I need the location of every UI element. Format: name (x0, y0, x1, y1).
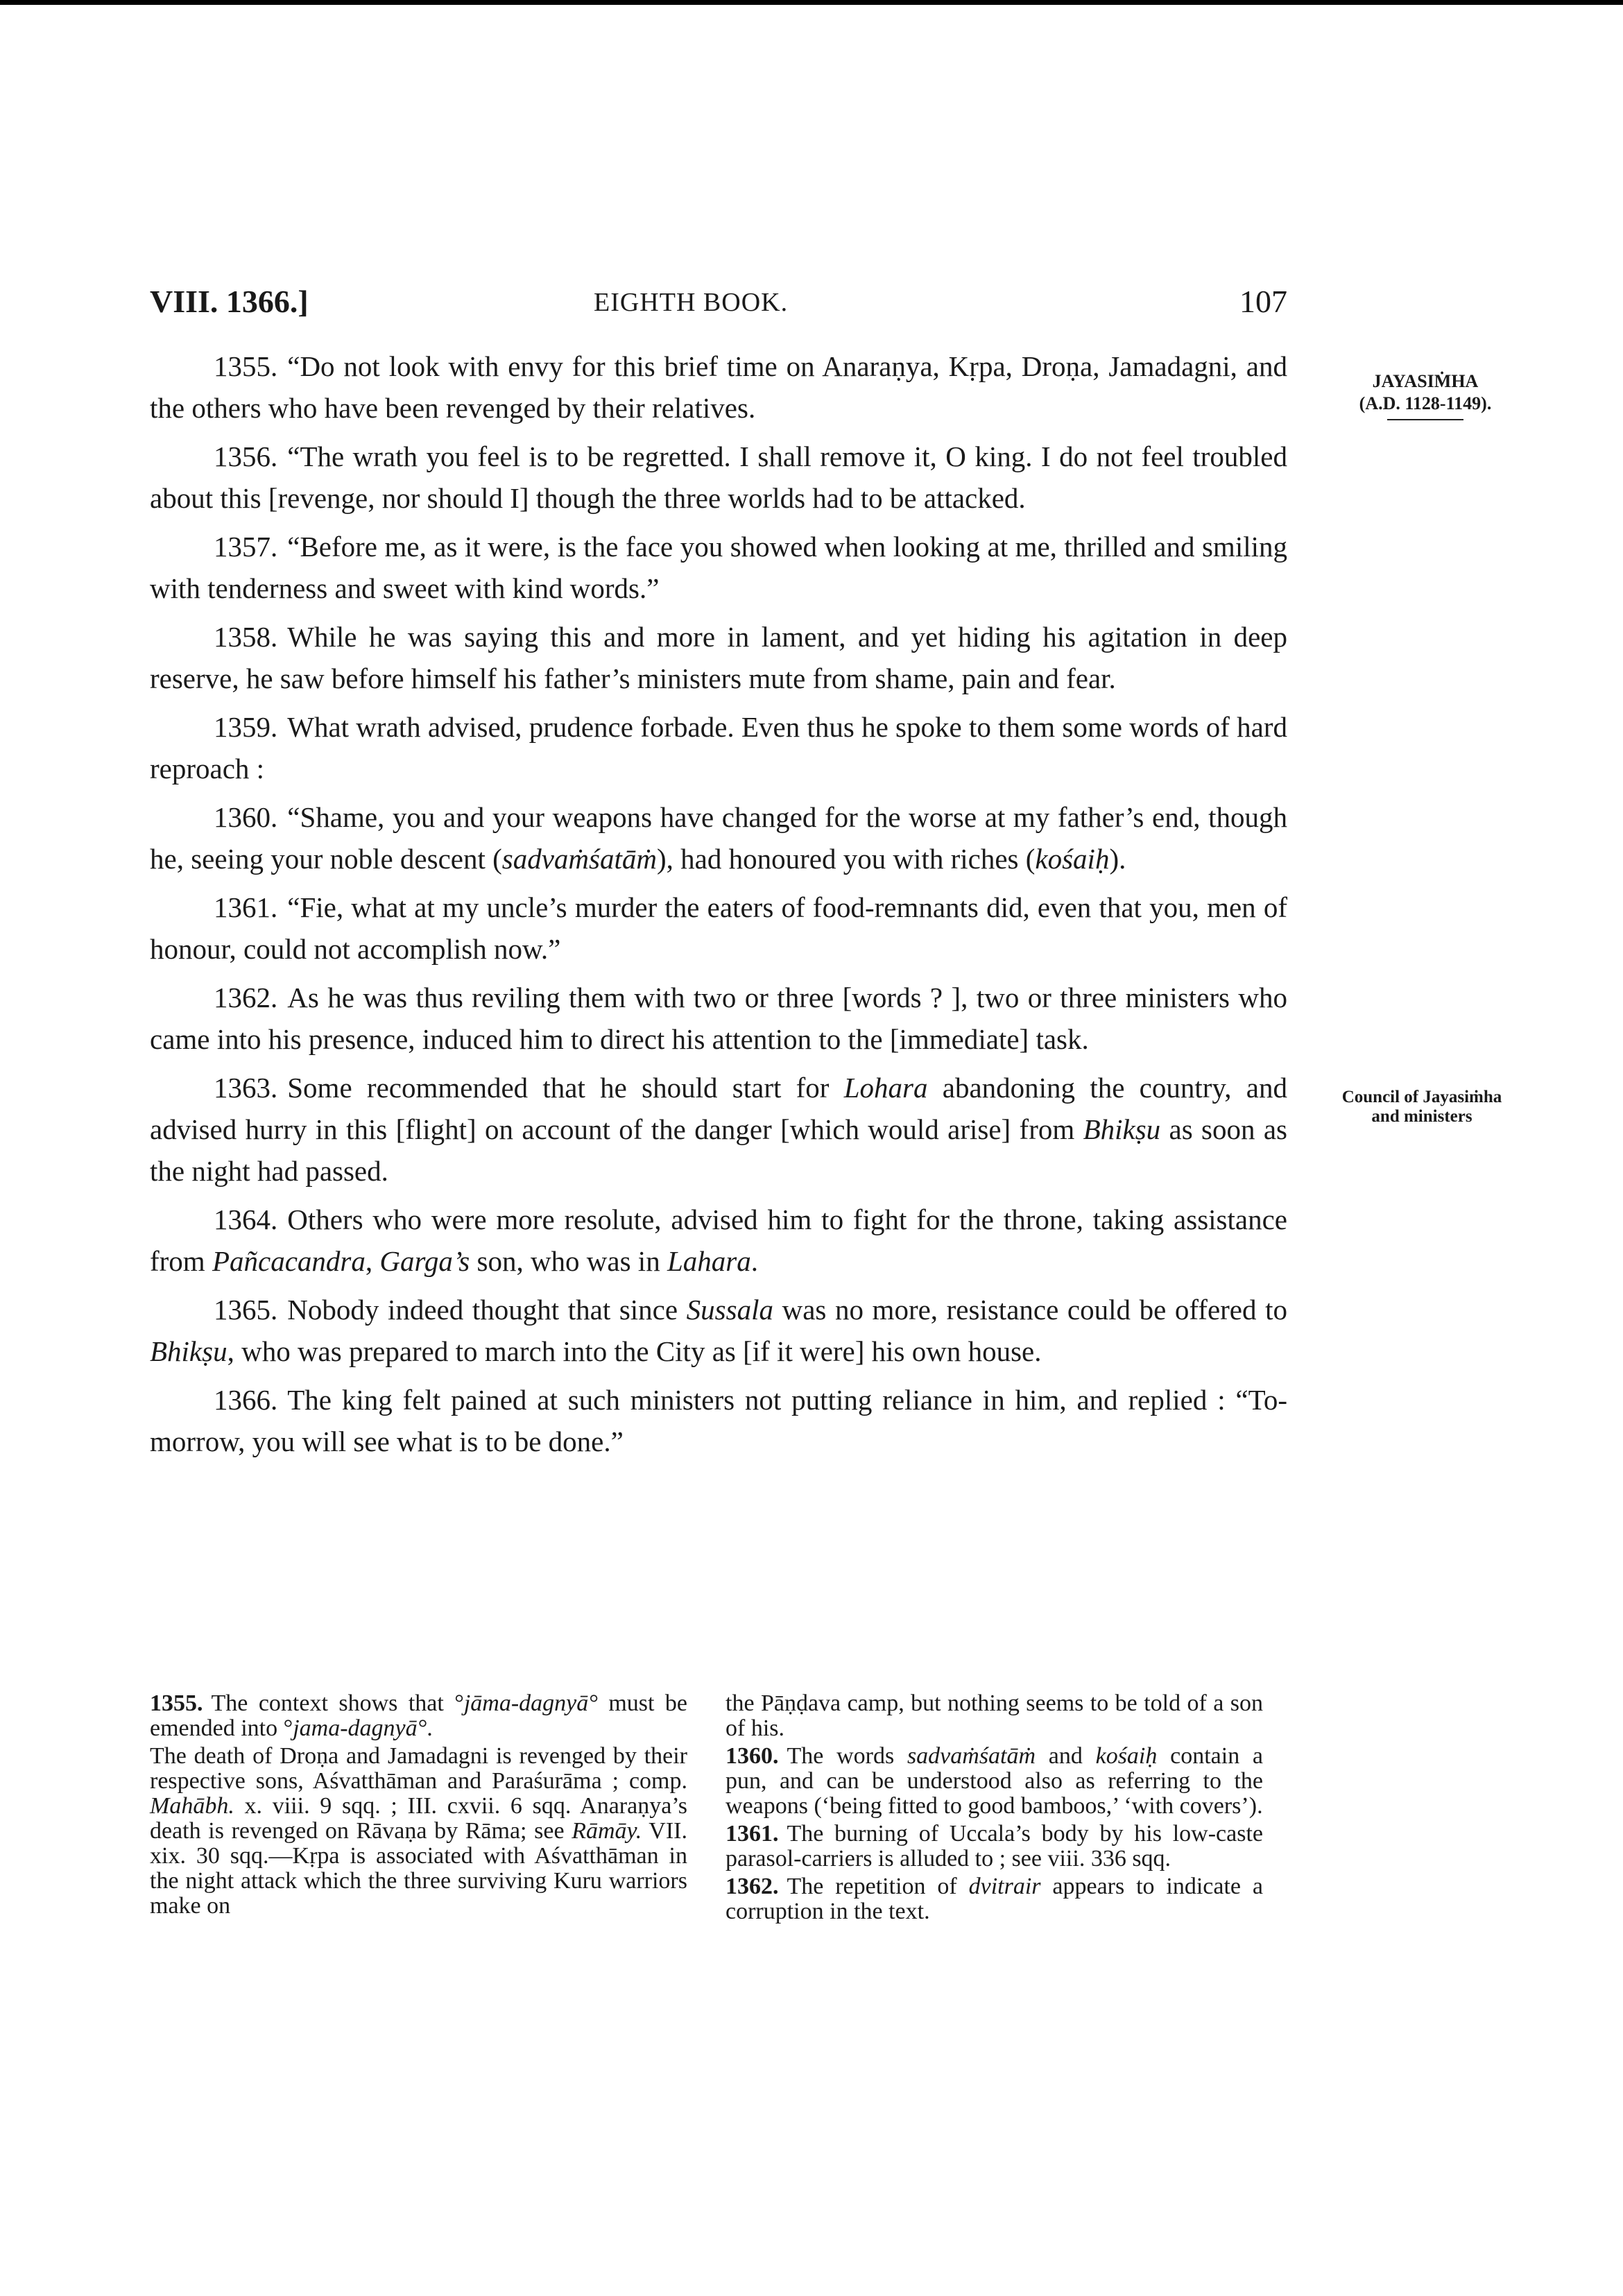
margin-note-ruler (1321, 370, 1529, 420)
page-number: 107 (1239, 284, 1287, 319)
verse-italic: Bhikṣu (150, 1335, 227, 1367)
main-text (150, 345, 1287, 1469)
verse-text: was no more, resistance could be offered to (773, 1294, 1287, 1326)
verse-text: Some recommended that he should start for (287, 1072, 844, 1104)
footnote-1360 (725, 1744, 1263, 1819)
footnote-text: The death of Droṇa and Jamadagni is revenged by their respective sons, Aśvatthāman and Paraśurāma ; comp. (150, 1743, 687, 1794)
verse-italic: Lohara (843, 1072, 928, 1104)
verse-1363 (150, 1067, 1287, 1192)
verse-text: as soon as the night had passed. (150, 1113, 1288, 1187)
verse-number: 1362. (214, 982, 278, 1013)
verse-text: abandoning the country, and advised hurry in this [flight] on account of the danger [which would arise] from (150, 1072, 1287, 1145)
verse-text: “Do not look with envy for this brief time on Anaraṇya, Kṛpa, Droṇa, Jamadagni, and the others who have been revenged by their relatives. (150, 350, 1287, 424)
footnotes-right-column (725, 1691, 1263, 1927)
footnote-1362 (725, 1874, 1263, 1924)
footnote-text: The context shows that ° (211, 1690, 464, 1716)
verse-number: 1355. (214, 350, 278, 382)
verse-number: 1365. (214, 1294, 278, 1326)
footnote-italic: sadvaṁśatāṁ (907, 1743, 1036, 1769)
verse-text: ). (1109, 843, 1126, 875)
footnote-text: and (1036, 1743, 1096, 1769)
page-header (150, 283, 1287, 325)
verse-number: 1363. (214, 1072, 278, 1104)
verse-italic: Garga’s (379, 1245, 470, 1277)
verse-1362 (150, 977, 1287, 1060)
verse-1356 (150, 436, 1287, 519)
verse-text: , (365, 1245, 380, 1277)
footnote-1361 (725, 1822, 1263, 1871)
footnote-number: 1355. (150, 1690, 203, 1716)
margin-note-title: JAYASIṀHA (1372, 371, 1479, 391)
footnote-number: 1362. (725, 1874, 779, 1899)
verse-italic: Bhikṣu (1083, 1113, 1161, 1145)
verse-number: 1357. (214, 531, 278, 563)
margin-note-title: Council of Jayasiṁha (1341, 1088, 1502, 1106)
footnote-text: VII. xix. 30 sqq.—Kṛpa is associated with Aśvatthāman in the night attack which the three surviving Kuru warriors make on (150, 1818, 687, 1919)
footnote-text: The repetition of (787, 1874, 969, 1899)
verse-text: “The wrath you feel is to be regretted. I shall remove it, O king. I do not feel troubled about this [revenge, nor should I] though the three worlds had to be attacked. (150, 440, 1287, 514)
verse-italic: sadvaṁśatāṁ (501, 843, 657, 875)
verse-text: , who was prepared to march into the City as [if it were] his own house. (227, 1335, 1042, 1367)
verse-number: 1366. (214, 1384, 278, 1416)
verse-text: . (750, 1245, 758, 1277)
footnotes-left-column (150, 1691, 687, 1921)
verse-text: The king felt pained at such ministers not putting reliance in him, and replied : “To-morrow, you will see what is to be done.” (150, 1384, 1287, 1457)
verse-number: 1356. (214, 440, 278, 472)
verse-1358 (150, 616, 1287, 699)
verse-number: 1364. (214, 1203, 278, 1235)
margin-note-council (1304, 1088, 1540, 1126)
verse-italic: Pañcacandra (212, 1245, 366, 1277)
verse-italic: kośaiḥ (1035, 843, 1110, 875)
verse-1366 (150, 1379, 1287, 1462)
top-border (0, 0, 1623, 5)
verse-1364 (150, 1199, 1287, 1282)
footnote-italic: jama-dagnyā° (293, 1715, 427, 1741)
margin-note-subtitle: and ministers (1371, 1107, 1472, 1126)
running-head-section: VIII. 1366.] (150, 284, 309, 319)
verse-text: What wrath advised, prudence forbade. Even thus he spoke to them some words of hard reproach : (150, 711, 1287, 785)
verse-1360 (150, 796, 1287, 880)
footnote-text: The words (787, 1743, 907, 1769)
footnote-number: 1361. (725, 1821, 779, 1847)
footnote-text: contain a pun, and can be understood also as referring to the weapons (‘being fitted to good bamboos,’ ‘with covers’). (725, 1743, 1264, 1819)
margin-rule (1387, 419, 1463, 420)
footnote-italic: kośaiḥ (1095, 1743, 1158, 1769)
verse-1355 (150, 345, 1287, 429)
verse-text: ), had honoured you with riches ( (657, 843, 1036, 875)
verse-number: 1360. (214, 801, 278, 833)
verse-text: “Shame, you and your weapons have changed for the worse at my father’s end, though he, seeing your noble descent ( (150, 801, 1287, 875)
verse-text: As he was thus reviling them with two or three [words ? ], two or three ministers who came into his presence, induced him to direct his attention to the [immediate] task. (150, 982, 1287, 1055)
verse-text: “Fie, what at my uncle’s murder the eaters of food-remnants did, even that you, men of honour, could not accomplish now.” (150, 891, 1287, 965)
footnote-italic: dvitrair (968, 1874, 1041, 1899)
footnote-italic: Mahābh. (150, 1793, 234, 1819)
footnote-number: 1360. (725, 1743, 779, 1769)
verse-italic: Sussala (686, 1294, 773, 1326)
footnote-text: The burning of Uccala’s body by his low-caste parasol-carriers is alluded to ; see viii. 336 sqq. (725, 1821, 1263, 1871)
footnote-italic: Rāmāy. (572, 1818, 642, 1844)
footnote-text: x. viii. 9 sqq. ; III. cxvii. 6 sqq. Anaraṇya’s death is revenged on Rāvaṇa by Rāma; see (150, 1793, 687, 1844)
verse-number: 1361. (214, 891, 278, 923)
footnote-1355-end (725, 1691, 1263, 1741)
footnote-text: must be emended into ° (150, 1690, 688, 1741)
verse-italic: Lahara (667, 1245, 751, 1277)
footnote-1355-cont (150, 1744, 687, 1919)
verse-1365 (150, 1289, 1287, 1372)
verse-text: “Before me, as it were, is the face you showed when looking at me, thrilled and smiling with tenderness and sweet with kind words.” (150, 531, 1287, 604)
footnote-text: the Pāṇḍava camp, but nothing seems to be told of a son of his. (725, 1690, 1263, 1741)
verse-1357 (150, 526, 1287, 609)
verse-number: 1359. (214, 711, 278, 743)
running-head-title: EIGHTH BOOK. (594, 288, 789, 317)
verse-text: Others who were more resolute, advised him to fight for the throne, taking assistance from (150, 1203, 1287, 1277)
footnote-1355 (150, 1691, 687, 1741)
verse-text: While he was saying this and more in lament, and yet hiding his agitation in deep reserve, he saw before himself his father’s ministers mute from shame, pain and fear. (150, 621, 1287, 694)
verse-1361 (150, 886, 1287, 970)
verse-text: Nobody indeed thought that since (287, 1294, 687, 1326)
verse-1359 (150, 706, 1287, 789)
footnote-text: . (427, 1715, 433, 1741)
verse-number: 1358. (214, 621, 278, 653)
verse-text: son, who was in (470, 1245, 667, 1277)
footnote-text: appears to indicate a corruption in the text. (725, 1874, 1263, 1924)
margin-note-dates: (A.D. 1128-1149). (1359, 393, 1492, 413)
footnote-italic: jāma-dagnyā° (463, 1690, 598, 1716)
